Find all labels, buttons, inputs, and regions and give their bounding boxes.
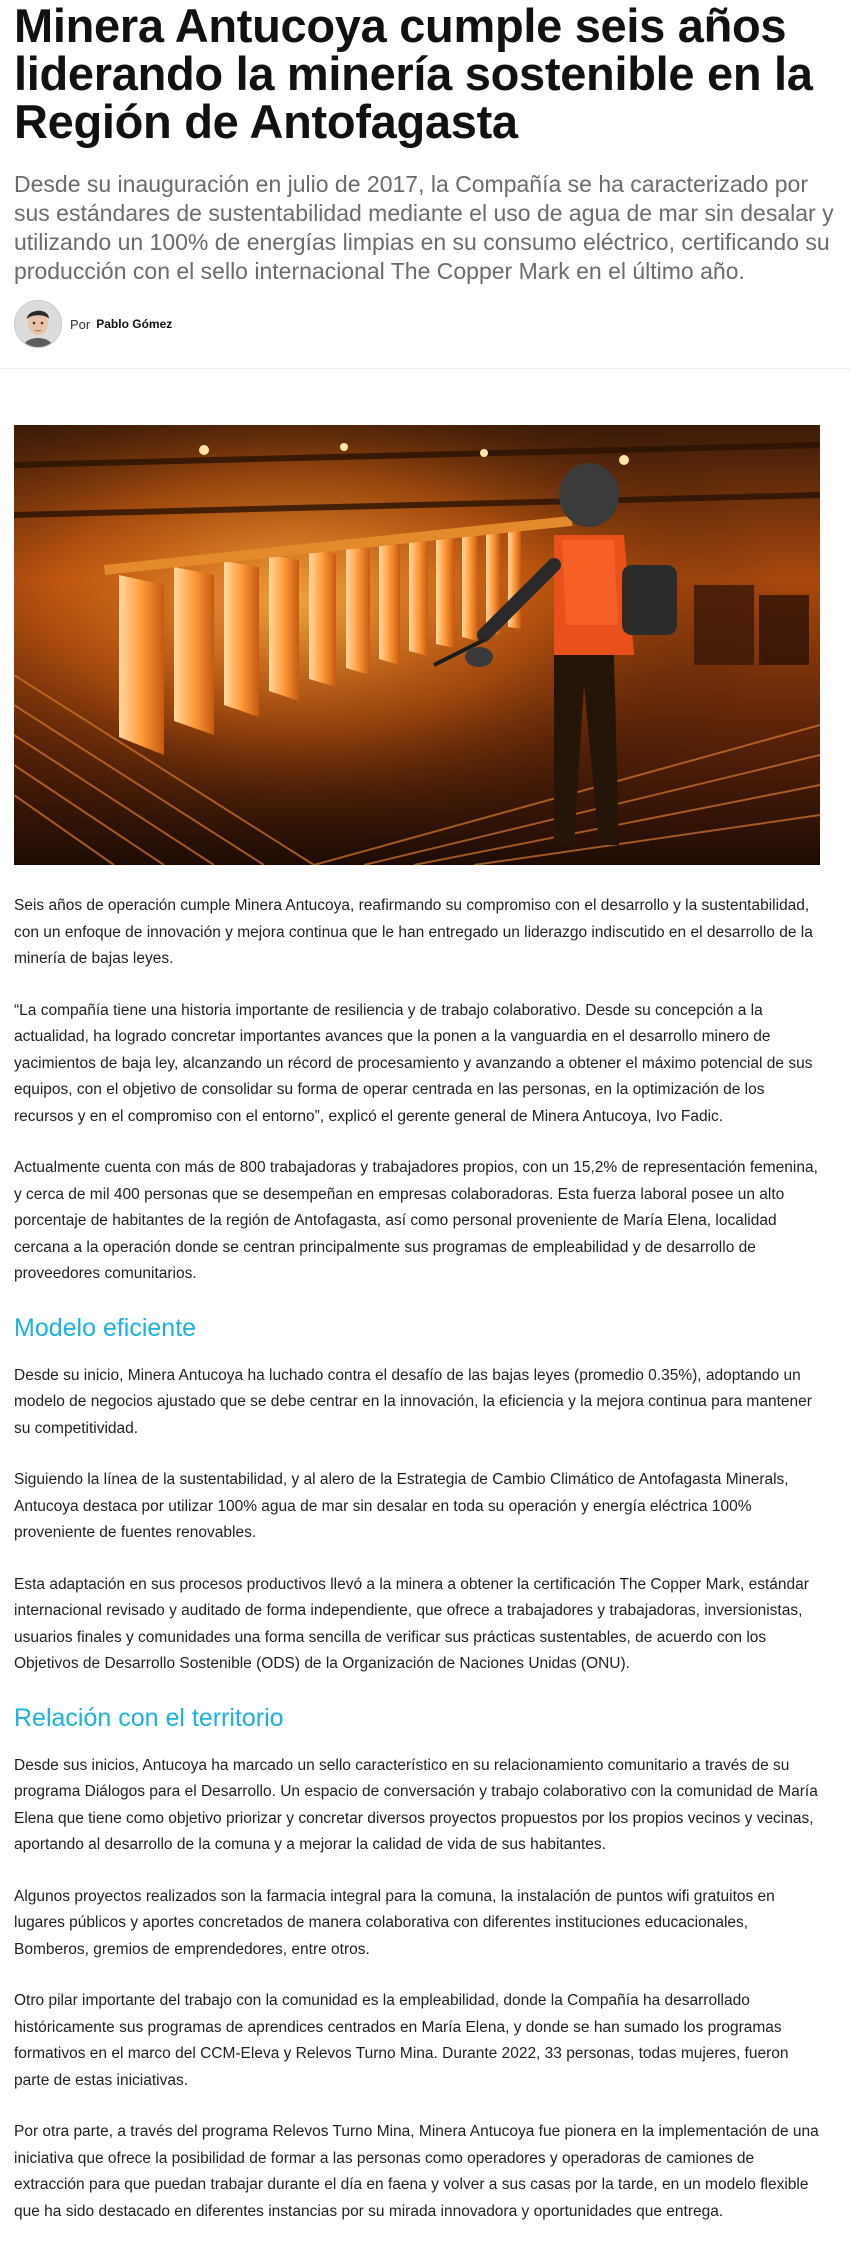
article-title: Minera Antucoya cumple seis años liderando la minería sostenible en la Región de Antofagasta [14, 0, 813, 148]
article-subtitle: Desde su inauguración en julio de 2017, la Compañía se ha caracterizado por sus estándares de sustentabilidad mediante el uso de agua de mar sin desalar y utilizando un 100% de energías limpias en su consumo eléctrico, certificando su producción con el sello internacional The Copper Mark en el último año. [14, 171, 834, 284]
paragraph: Por otra parte, a través del programa Relevos Turno Mina, Minera Antucoya fue pionera en la implementación de una iniciativa que ofrece la posibilidad de formar a las personas como operadores y operadoras de camiones de extracción para que puedan trabajar durante el día en faena y volver a sus casas por la tarde, en un modelo flexible que ha sido destacado en diferentes instancias por su mirada innovadora y oportunidades que entrega. [14, 2123, 819, 2220]
paragraph: Actualmente cuenta con más de 800 trabajadoras y trabajadores propios, con un 15,2% de representación femenina, y cerca de mil 400 personas que se desempeñan en empresas colaboradoras. Esta fuerza laboral posee un alto porcentaje de habitantes de la región de Antofagasta, así como personal proveniente de María Elena, localidad cercana a la operación donde se centran principalmente sus programas de empleabilidad y de desarrollo de proveedores comunitarios. [14, 1159, 818, 1282]
header-divider [0, 368, 850, 369]
section-heading: Relación con el territorio [14, 1703, 284, 1732]
byline-prefix: Por [70, 316, 91, 332]
article-body [0, 893, 834, 2225]
hero-image [14, 425, 820, 865]
article-header [0, 0, 850, 348]
copper-electrowinning-photo [14, 425, 820, 865]
paragraph: “La compañía tiene una historia importante de resiliencia y de trabajo colaborativo. Desde su concepción a la actualidad, ha logrado concretar importantes avances que la ponen a la vanguardia en el desarrollo minero de yacimientos de baja ley, alcanzando un récord de procesamiento y avanzando a obtener el máximo potencial de sus equipos, con el objetivo de consolidar su forma de operar centrada en las personas, en la optimización de los recursos y en el compromiso con el entorno”, explicó el gerente general de Minera Antucoya, Ivo Fadic. [14, 1001, 813, 1125]
author-name-link[interactable]: Pablo Gómez [96, 317, 173, 331]
paragraph: Otro pilar importante del trabajo con la comunidad es la empleabilidad, donde la Compañía ha desarrollado históricamente sus programas de aprendices centrados en María Elena, y donde se han sumado los programas formativos en el marco del CCM-Eleva y Relevos Turno Mina. Durante 2022, 33 personas, todas mujeres, fueron parte de estas iniciativas. [14, 1992, 789, 2089]
byline [14, 300, 836, 348]
author-avatar[interactable] [14, 300, 62, 348]
paragraph: Desde sus inicios, Antucoya ha marcado un sello característico en su relacionamiento comunitario a través de su programa Diálogos para el Desarrollo. Un espacio de conversación y trabajo colaborativo con la comunidad de María Elena que tiene como objetivo priorizar y concretar diversos proyectos propuestos por los propios vecinos y vecinas, aportando al desarrollo de la comuna y a mejorar la calidad de vida de sus habitantes. [14, 1756, 818, 1853]
paragraph: Algunos proyectos realizados son la farmacia integral para la comuna, la instalación de puntos wifi gratuitos en lugares públicos y aportes concretados de manera colaborativa con diferentes instituciones educacionales, Bomberos, gremios de emprendedores, entre otros. [14, 1887, 775, 1958]
section-heading: Modelo eficiente [14, 1313, 197, 1342]
paragraph: Seis años de operación cumple Minera Antucoya, reafirmando su compromiso con el desarrollo y la sustentabilidad, con un enfoque de innovación y mejora continua que le han entregado un liderazgo indiscutido en el desarrollo de la minería de bajas leyes. [14, 897, 813, 967]
paragraph: Esta adaptación en sus procesos productivos llevó a la minera a obtener la certificación The Copper Mark, estándar internacional revisado y auditado de forma independiente, que ofrece a trabajadores y trabajadoras, inversionistas, usuarios finales y comunidades una forma sencilla de verificar sus prácticas sustentables, de acuerdo con los Objetivos de Desarrollo Sostenible (ODS) de la Organización de Naciones Unidas (ONU). [14, 1575, 809, 1672]
paragraph: Siguiendo la línea de la sustentabilidad, y al alero de la Estrategia de Cambio Climático de Antofagasta Minerals, Antucoya destaca por utilizar 100% agua de mar sin desalar en toda su operación y energía eléctrica 100% proveniente de fuentes renovables. [14, 1471, 789, 1541]
author-portrait-icon [15, 301, 61, 347]
paragraph: Desde su inicio, Minera Antucoya ha luchado contra el desafío de las bajas leyes (promedio 0.35%), adoptando un modelo de negocios ajustado que se debe centrar en la innovación, la eficiencia y la mejora continua para mantener su competitividad. [14, 1366, 812, 1437]
